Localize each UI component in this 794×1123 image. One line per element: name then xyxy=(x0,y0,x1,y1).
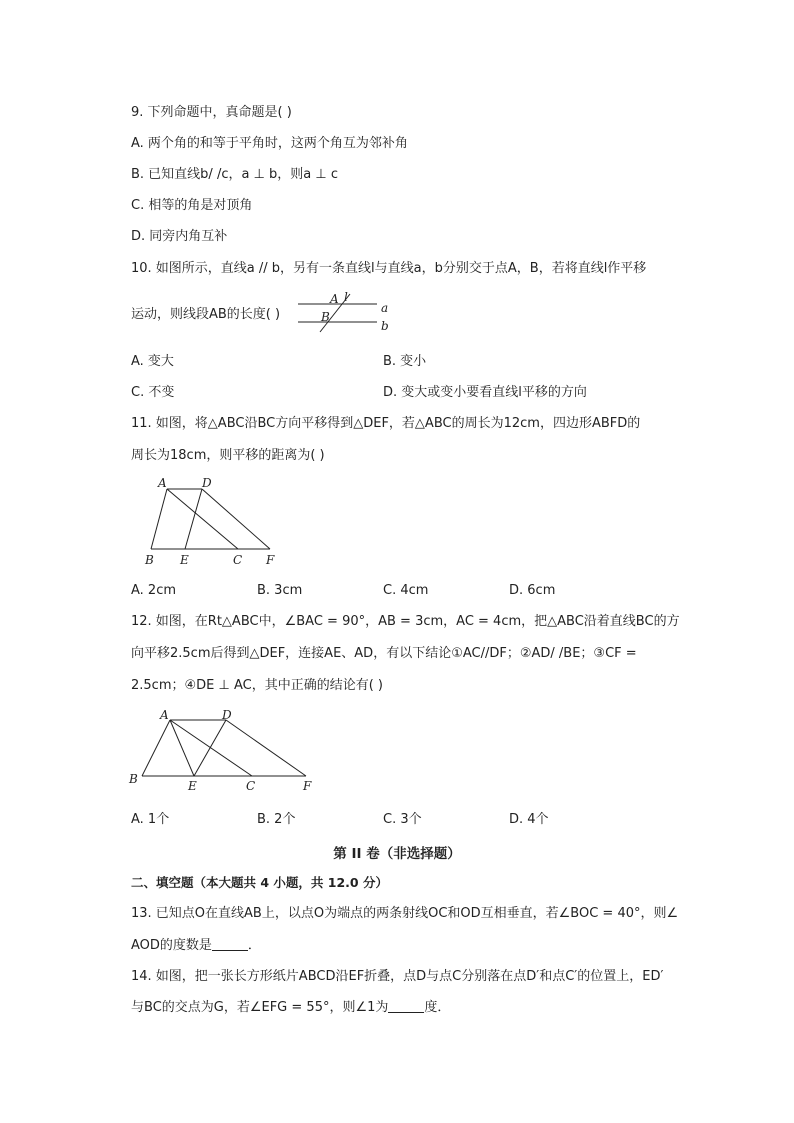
q11-seg-DF xyxy=(202,489,270,549)
q12-label-D: D xyxy=(222,708,232,722)
q12-figure xyxy=(128,705,318,795)
q10-stem-line2: 运动，则线段AB的长度( ) xyxy=(131,307,281,322)
q10-label-A: A xyxy=(330,292,339,306)
q10-stem-line1: 10. 如图所示，直线a // b，另有一条直线l与直线a，b分别交于点A，B，若将直线l作平移 xyxy=(131,261,647,276)
q13-stem-line2 xyxy=(131,937,261,955)
q11-seg-AB xyxy=(151,489,167,549)
q12-option-b: B. 2个 xyxy=(257,812,296,827)
q9-option-a: A. 两个角的和等于平角时，这两个角互为邻补角 xyxy=(131,136,408,151)
part2-title: 第 II 卷（非选择题） xyxy=(333,846,461,862)
q14-answer-blank xyxy=(388,999,424,1013)
section2-heading: 二、填空题（本大题共 4 小题，共 12.0 分） xyxy=(131,875,388,890)
q10-option-c: C. 不变 xyxy=(131,385,175,400)
q11-label-C: C xyxy=(233,553,243,567)
q12-label-B: B xyxy=(129,772,138,786)
q11-figure xyxy=(140,474,280,569)
q9-stem: 9. 下列命题中，真命题是( ) xyxy=(131,105,292,120)
q12-stem-line2: 向平移2.5cm后得到△DEF，连接AE、AD，有以下结论①AC//DF；②AD/ /BE；③CF = xyxy=(131,646,637,661)
q11-option-c: C. 4cm xyxy=(383,583,429,598)
q12-option-a: A. 1个 xyxy=(131,812,170,827)
q12-stem-line3: 2.5cm；④DE ⊥ AC，其中正确的结论有( ) xyxy=(131,678,383,693)
q9-option-c: C. 相等的角是对顶角 xyxy=(131,198,253,213)
q12-label-C: C xyxy=(246,779,256,793)
q14-stem-line1: 14. 如图，把一张长方形纸片ABCD沿EF折叠，点D与点C分别落在点D′和点C′的位置上，ED′ xyxy=(131,969,664,984)
q10-label-a: a xyxy=(381,301,389,315)
q11-seg-DE xyxy=(185,489,202,549)
q10-label-B: B xyxy=(321,310,330,324)
q12-option-d: D. 4个 xyxy=(509,812,549,827)
q9-option-b: B. 已知直线b/ /c，a ⊥ b，则a ⊥ c xyxy=(131,167,338,182)
q12-label-F: F xyxy=(303,779,312,793)
q10-option-d: D. 变大或变小要看直线l平移的方向 xyxy=(383,385,587,400)
q10-option-b: B. 变小 xyxy=(383,354,427,369)
q12-seg-AB xyxy=(142,720,170,776)
q10-label-l: l xyxy=(344,290,348,304)
q9-option-d: D. 同旁内角互补 xyxy=(131,229,228,244)
q13-stem-line2-end: ． xyxy=(247,938,261,953)
q13-stem-line1: 13. 已知点O在直线AB上，以点O为端点的两条射线OC和OD互相垂直，若∠BOC = 40°，则∠ xyxy=(131,906,679,921)
q10-label-b: b xyxy=(381,319,389,333)
q10-option-a: A. 变大 xyxy=(131,354,174,369)
q12-option-c: C. 3个 xyxy=(383,812,422,827)
q12-label-A: A xyxy=(160,708,169,722)
q11-label-B: B xyxy=(145,553,154,567)
q11-option-d: D. 6cm xyxy=(509,583,556,598)
q12-seg-DF xyxy=(226,720,306,776)
q11-label-E: E xyxy=(180,553,189,567)
q11-label-F: F xyxy=(266,553,275,567)
q12-label-E: E xyxy=(188,779,197,793)
q14-stem-line2 xyxy=(131,999,450,1017)
q12-stem-line1: 12. 如图，在Rt△ABC中，∠BAC = 90°，AB = 3cm，AC = 4cm，把△ABC沿着直线BC的方 xyxy=(131,614,680,629)
q11-label-D: D xyxy=(202,476,212,490)
q11-stem-line1: 11. 如图，将△ABC沿BC方向平移得到△DEF，若△ABC的周长为12cm，四边形ABFD的 xyxy=(131,416,641,431)
q13-stem-line2-text: AOD的度数是 xyxy=(131,938,212,953)
q11-label-A: A xyxy=(158,476,167,490)
q11-stem-line2: 周长为18cm，则平移的距离为( ) xyxy=(131,448,325,463)
q11-option-a: A. 2cm xyxy=(131,583,177,598)
q13-answer-blank xyxy=(212,937,248,951)
q14-stem-line2-end: 度． xyxy=(424,1000,451,1015)
q11-seg-AC xyxy=(167,489,238,549)
q14-stem-line2-text: 与BC的交点为G，若∠EFG = 55°，则∠1为 xyxy=(131,1000,389,1015)
q12-seg-DE xyxy=(194,720,226,776)
q11-option-b: B. 3cm xyxy=(257,583,303,598)
q10-figure xyxy=(290,292,390,332)
